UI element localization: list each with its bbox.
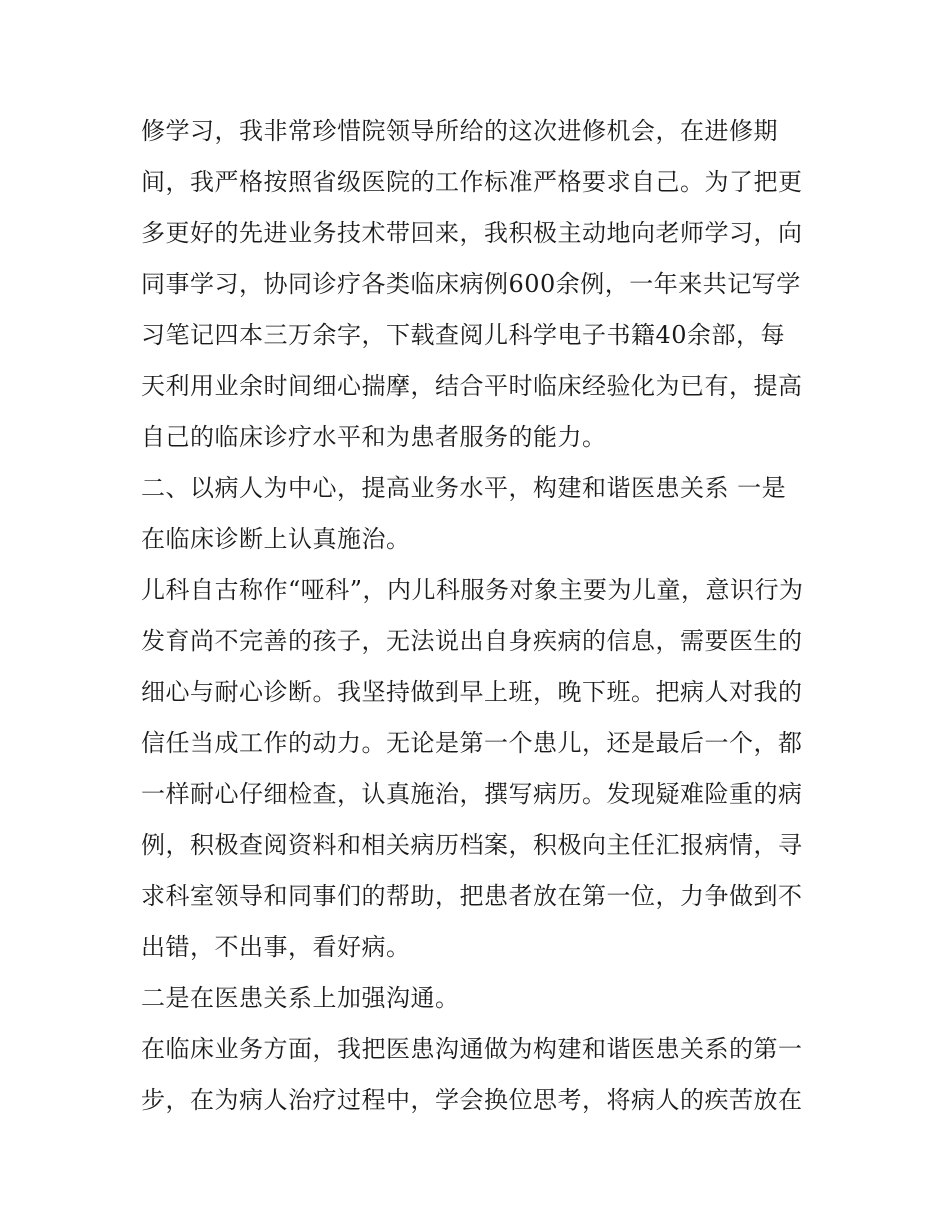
text-line: 在临床诊断上认真施治。 bbox=[141, 525, 411, 553]
document-body bbox=[141, 106, 821, 1126]
text-line: 一样耐心仔细检查，认真施治，撰写病历。发现疑难险重的病 bbox=[141, 780, 803, 808]
text-line: 例，积极查阅资料和相关病历档案，积极向主任汇报病情，寻 bbox=[141, 831, 803, 859]
text-line: 求科室领导和同事们的帮助，把患者放在第一位，力争做到不 bbox=[141, 882, 803, 910]
text-line: 间，我严格按照省级医院的工作标准严格要求自己。为了把更 bbox=[141, 168, 803, 196]
text-line: 修学习，我非常珍惜院领导所给的这次进修机会，在进修期 bbox=[141, 117, 778, 145]
text-line: 信任当成工作的动力。无论是第一个患儿，还是最后一个，都 bbox=[141, 729, 803, 757]
text-line: 习笔记四本三万余字，下载查阅儿科学电子书籍40余部，每 bbox=[141, 321, 786, 349]
section-heading-line: 二、以病人为中心，提高业务水平，构建和谐医患关系 一是 bbox=[141, 474, 787, 502]
text-line: 同事学习，协同诊疗各类临床病例600余例，一年来共记写学 bbox=[141, 270, 801, 298]
text-line: 细心与耐心诊断。我坚持做到早上班，晚下班。把病人对我的 bbox=[141, 678, 803, 706]
text-line: 在临床业务方面，我把医患沟通做为构建和谐医患关系的第一 bbox=[141, 1035, 803, 1063]
text-line: 出错，不出事，看好病。 bbox=[141, 933, 411, 961]
text-line: 儿科自古称作“哑科”，内儿科服务对象主要为儿童，意识行为 bbox=[141, 576, 804, 604]
text-line: 天利用业余时间细心揣摩，结合平时临床经验化为已有，提高 bbox=[141, 372, 803, 400]
text-line: 步，在为病人治疗过程中，学会换位思考，将病人的疾苦放在 bbox=[141, 1086, 803, 1114]
text-line: 发育尚不完善的孩子，无法说出自身疾病的信息，需要医生的 bbox=[141, 627, 803, 655]
text-line: 自己的临床诊疗水平和为患者服务的能力。 bbox=[141, 423, 607, 451]
text-line: 二是在医患关系上加强沟通。 bbox=[141, 984, 460, 1012]
text-line: 多更好的先进业务技术带回来，我积极主动地向老师学习，向 bbox=[141, 219, 803, 247]
